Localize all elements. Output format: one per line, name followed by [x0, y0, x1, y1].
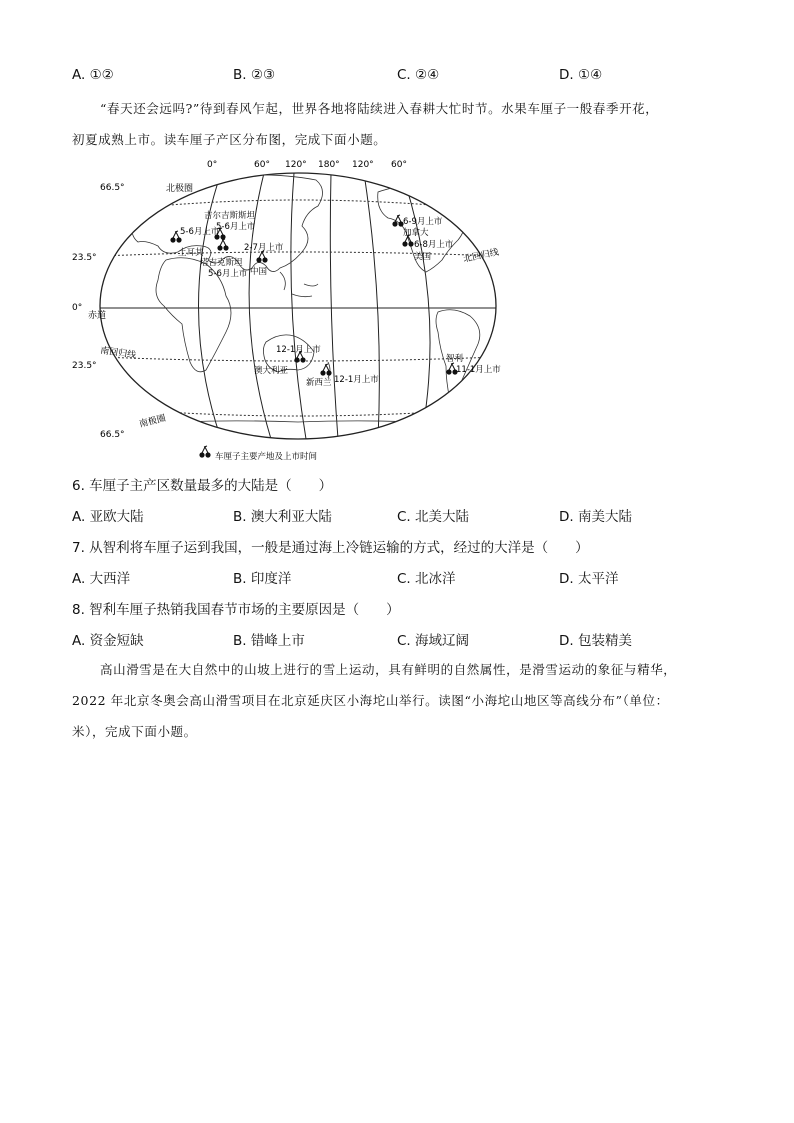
- lat-label-23n: 23.5°: [72, 253, 97, 263]
- legend-cherry-icon: [199, 446, 210, 458]
- q5-option-d[interactable]: D. ①④: [559, 67, 603, 83]
- intro2-line3: 米），完成下面小题。: [72, 724, 197, 739]
- lat-label-66s: 66.5°: [100, 430, 125, 440]
- q6-option-d[interactable]: D. 南美大陆: [559, 509, 632, 525]
- intro2-line2: 2022 年北京冬奥会高山滑雪项目在北京延庆区小海坨山举行。读图“小海坨山地区等高线分布”（单位：: [72, 693, 669, 708]
- q6-options: [72, 505, 722, 527]
- q8-option-d[interactable]: D. 包装精美: [559, 633, 632, 649]
- place-turkey: 土耳其: [178, 248, 204, 258]
- lon-label-60w: 60°: [391, 160, 407, 170]
- q7-option-d[interactable]: D. 太平洋: [559, 571, 619, 587]
- place-australia: 澳大利亚: [254, 366, 289, 376]
- q5-option-a[interactable]: A. ①②: [72, 67, 114, 83]
- q6-option-c[interactable]: C. 北美大陆: [397, 509, 470, 525]
- label-south-tropic: 南回归线: [99, 346, 137, 361]
- place-new-zealand: 新西兰: [306, 378, 332, 388]
- q7-options: [72, 567, 722, 589]
- question-7-stem: 7. 从智利将车厘子运到我国，一般是通过海上冷链运输的方式，经过的大洋是（ ）: [72, 540, 589, 556]
- world-map-svg: [66, 156, 526, 466]
- q6-option-b[interactable]: B. 澳大利亚大陆: [233, 509, 332, 525]
- label-antarctic-circle: 南极圈: [138, 413, 167, 430]
- time-australia: 12-1月上市: [276, 345, 321, 355]
- intro-paragraph-cherry: [72, 93, 722, 155]
- time-usa: 6-8月上市: [414, 240, 454, 250]
- time-canada: 6-9月上市: [403, 217, 443, 227]
- place-kyrgyzstan: 吉尔吉斯斯坦: [204, 211, 256, 221]
- intro2-line1: 高山滑雪是在大自然中的山坡上进行的雪上运动，具有鲜明的自然属性，是滑雪运动的象征与精华，: [100, 662, 677, 677]
- time-turkey: 5-6月上市: [180, 227, 220, 237]
- place-canada: 加拿大: [403, 228, 429, 238]
- q5-option-c[interactable]: C. ②④: [397, 67, 440, 83]
- map-legend: 车厘子主要产地及上市时间: [215, 452, 318, 462]
- time-chile: 11-1月上市: [456, 365, 501, 375]
- lat-label-66n: 66.5°: [100, 183, 125, 193]
- q5-options: [72, 67, 722, 89]
- label-arctic-circle: 北极圈: [166, 184, 194, 194]
- q7-option-b[interactable]: B. 印度洋: [233, 571, 292, 587]
- intro1-line1: “春天还会远吗?”待到春风乍起，世界各地将陆续进入春耕大忙时节。水果车厘子一般春季开花，: [100, 101, 659, 116]
- lon-label-120w: 120°: [352, 160, 374, 170]
- place-china: 中国: [250, 267, 268, 277]
- question-6-stem: 6. 车厘子主产区数量最多的大陆是（ ）: [72, 478, 333, 494]
- intro-paragraph-skiing: [72, 654, 722, 747]
- q8-option-c[interactable]: C. 海域辽阔: [397, 633, 470, 649]
- lat-label-0: 0°: [72, 303, 83, 313]
- label-north-tropic: 北回归线: [462, 247, 500, 265]
- intro1-line2: 初夏成熟上市。读车厘子产区分布图，完成下面小题。: [72, 132, 387, 147]
- cherry-world-map: [66, 156, 526, 466]
- label-equator: 赤道: [88, 311, 107, 321]
- q6-option-a[interactable]: A. 亚欧大陆: [72, 509, 144, 525]
- place-tajikistan: 塔吉克斯坦: [200, 258, 243, 268]
- q8-options: [72, 629, 722, 651]
- lat-label-23s: 23.5°: [72, 361, 97, 371]
- q8-option-a[interactable]: A. 资金短缺: [72, 633, 144, 649]
- q8-option-b[interactable]: B. 错峰上市: [233, 633, 305, 649]
- time-china: 2-7月上市: [244, 243, 284, 253]
- place-chile: 智利: [446, 354, 464, 364]
- time-new-zealand: 12-1月上市: [334, 375, 379, 385]
- lon-label-60: 60°: [254, 160, 270, 170]
- lon-label-180: 180°: [318, 160, 340, 170]
- question-8-stem: 8. 智利车厘子热销我国春节市场的主要原因是（ ）: [72, 602, 400, 618]
- q5-option-b[interactable]: B. ②③: [233, 67, 276, 83]
- lon-label-0: 0°: [207, 160, 218, 170]
- lon-label-120e: 120°: [285, 160, 307, 170]
- q7-option-a[interactable]: A. 大西洋: [72, 571, 131, 587]
- time-kyrgyzstan: 5-6月上市: [216, 222, 256, 232]
- q7-option-c[interactable]: C. 北冰洋: [397, 571, 456, 587]
- place-usa: 美国: [414, 252, 432, 262]
- time-tajikistan: 5-6月上市: [208, 269, 248, 279]
- map-outline: [100, 173, 496, 439]
